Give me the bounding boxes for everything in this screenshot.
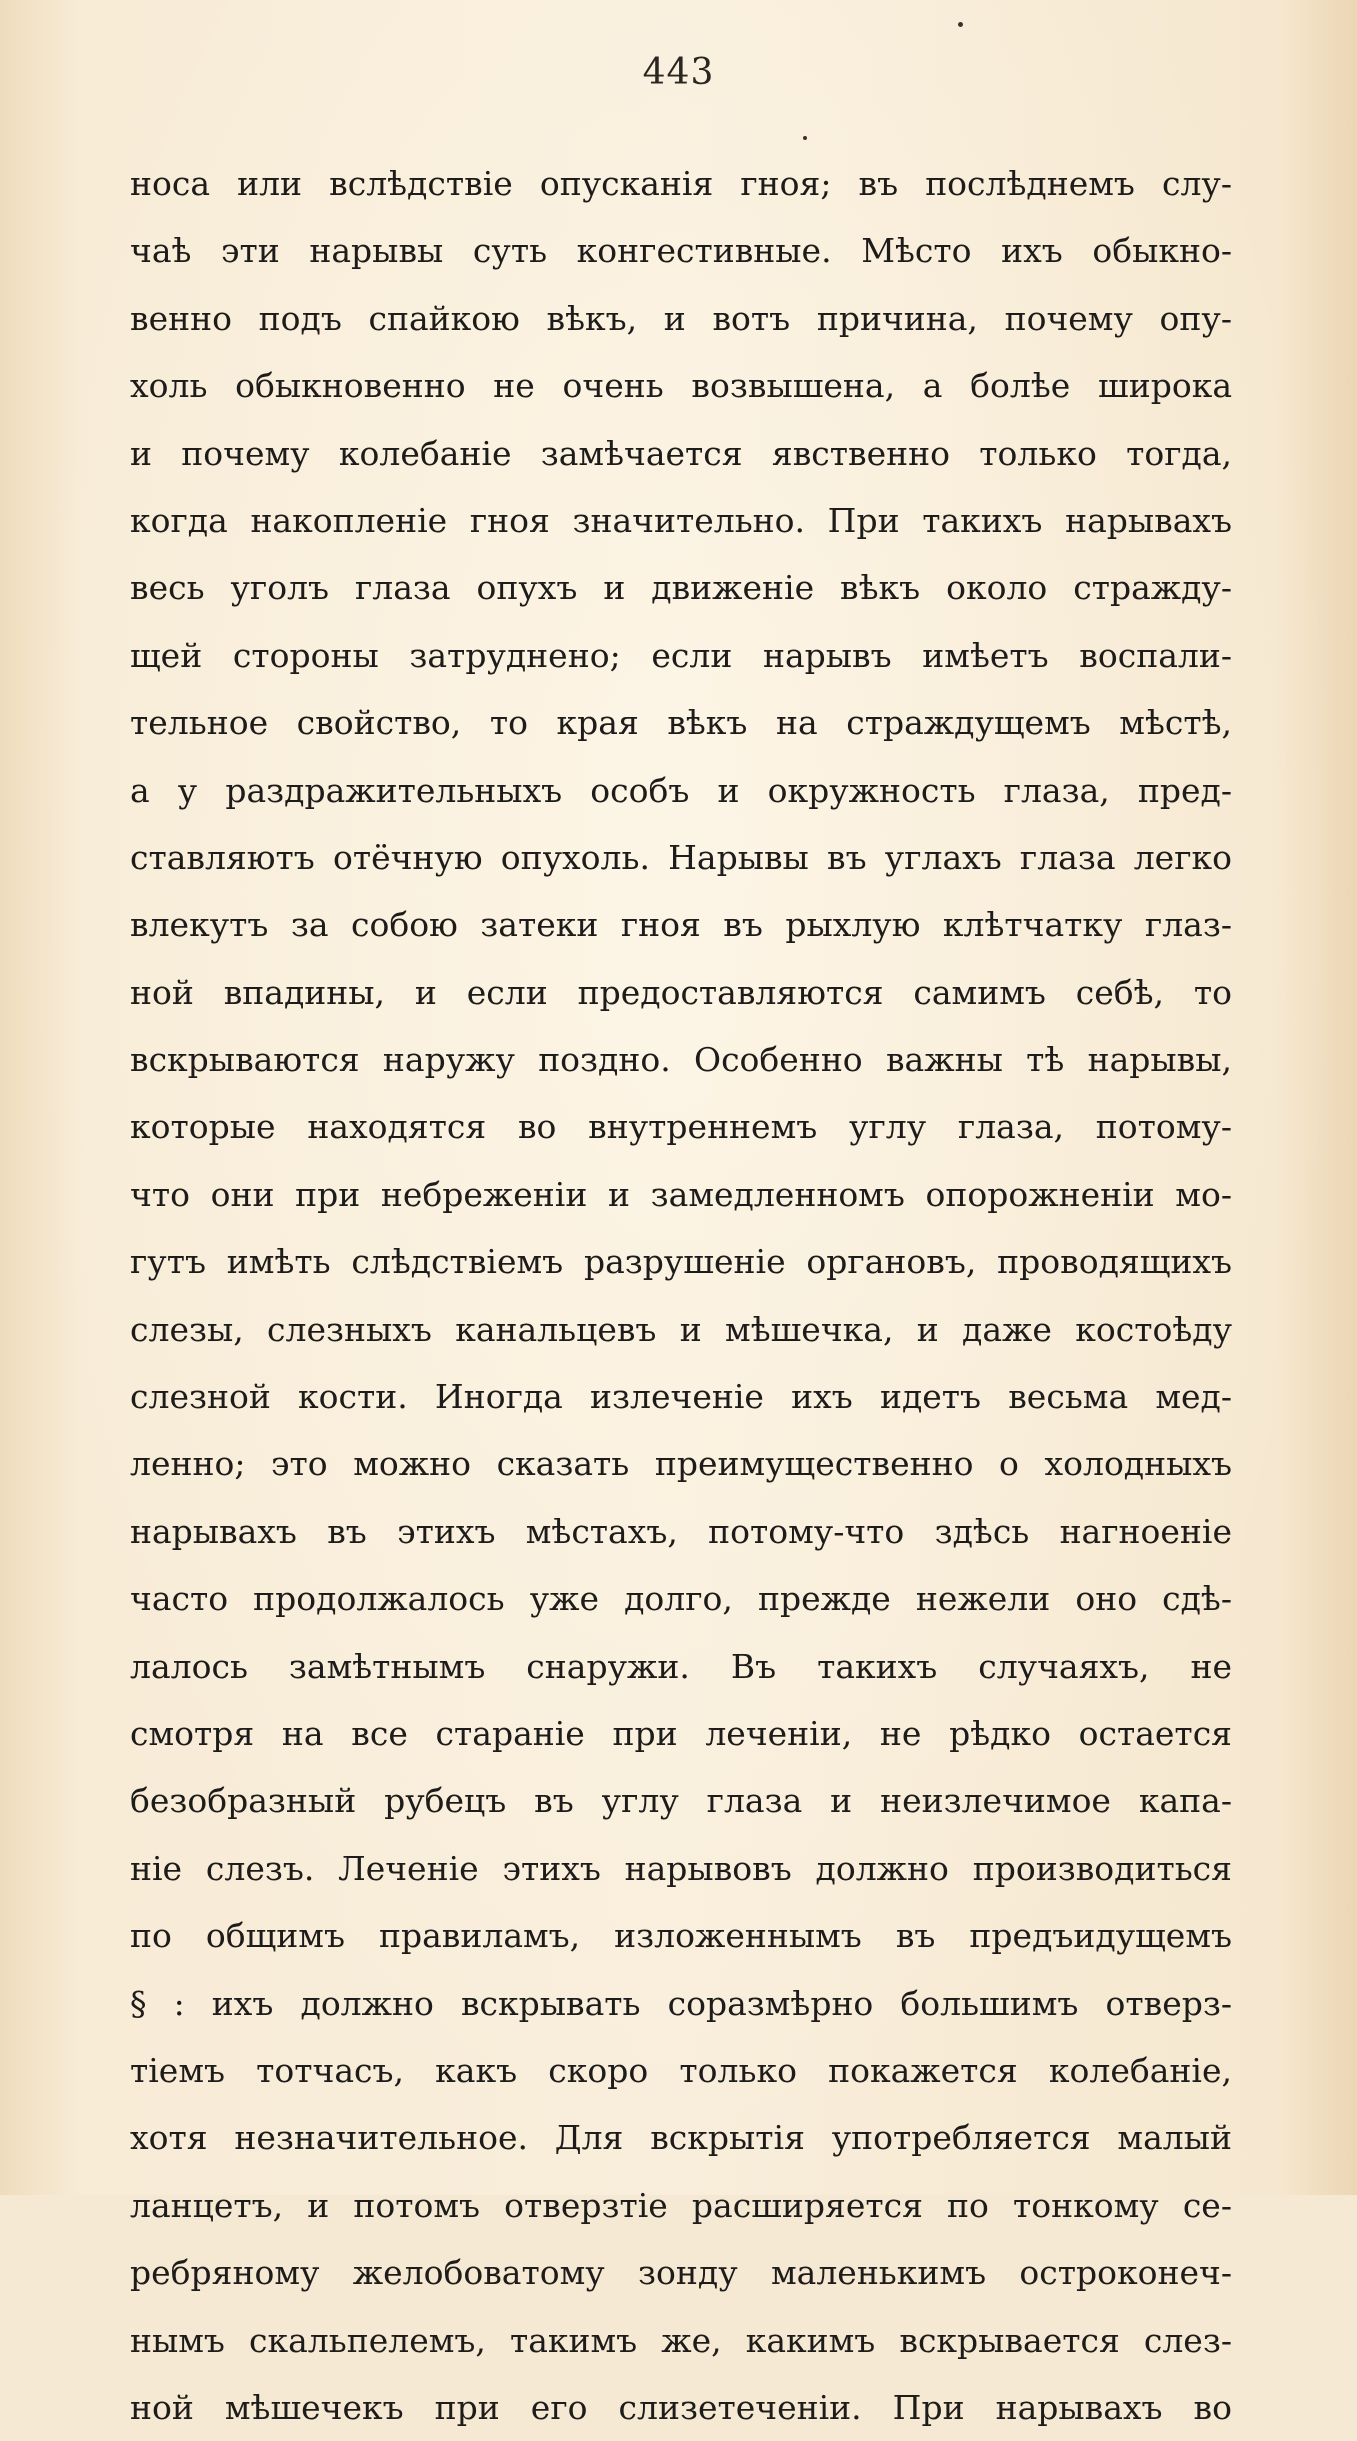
text-line: слезы, слезныхъ канальцевъ и мѣшечка, и даже костоѣду	[130, 1309, 1232, 1349]
text-line: ной впадины, и если предоставляются самимъ себѣ, то	[130, 972, 1232, 1012]
text-line: ребряному желобоватому зонду маленькимъ остроконеч-	[130, 2253, 1232, 2293]
text-line: слезной кости. Иногда излеченіе ихъ идетъ весьма мед-	[130, 1377, 1232, 1417]
text-line: ніе слезъ. Леченіе этихъ нарывовъ должно производиться	[130, 1848, 1232, 1888]
text-line: ланцетъ, и потомъ отверзтіе расширяется по тонкому се-	[130, 2185, 1232, 2225]
text-line: хотя незначительное. Для вскрытія употребляется малый	[130, 2118, 1232, 2158]
text-line: смотря на все стараніе при леченіи, не рѣдко остается	[130, 1713, 1232, 1753]
text-line: холь обыкновенно не очень возвышена, а болѣе широка	[130, 366, 1232, 406]
body-text	[130, 150, 1232, 2441]
text-line: носа или вслѣдствіе опусканія гноя; въ послѣднемъ слу-	[130, 164, 1232, 203]
text-line: а у раздражительныхъ особъ и окружность глаза, пред-	[130, 770, 1232, 810]
text-line: венно подъ спайкою вѣкъ, и вотъ причина, почему опу-	[130, 298, 1232, 338]
text-line: часто продолжалось уже долго, прежде нежели оно сдѣ-	[130, 1579, 1232, 1619]
text-line: которые находятся во внутреннемъ углу глаза, потому-	[130, 1107, 1232, 1147]
text-line: гутъ имѣть слѣдствіемъ разрушеніе органовъ, проводящихъ	[130, 1242, 1232, 1282]
text-line: щей стороны затруднено; если нарывъ имѣетъ воспали-	[130, 635, 1232, 675]
text-line: что они при небреженіи и замедленномъ опорожненіи мо-	[130, 1174, 1232, 1214]
text-line: весь уголъ глаза опухъ и движеніе вѣкъ около стражду-	[130, 568, 1232, 608]
ink-speck	[958, 22, 963, 27]
text-line: лалось замѣтнымъ снаружи. Въ такихъ случаяхъ, не	[130, 1646, 1232, 1686]
text-line: § : ихъ должно вскрывать соразмѣрно большимъ отверз-	[130, 1983, 1232, 2023]
text-line: влекутъ за собою затеки гноя въ рыхлую клѣтчатку глаз-	[130, 905, 1232, 945]
text-line: ленно; это можно сказать преимущественно о холодныхъ	[130, 1444, 1232, 1484]
text-line: по общимъ правиламъ, изложеннымъ въ предъидущемъ	[130, 1916, 1232, 1956]
text-line: безобразный рубецъ въ углу глаза и неизлечимое капа-	[130, 1781, 1232, 1821]
text-line: ной мѣшечекъ при его слизетеченіи. При нарывахъ во	[130, 2387, 1232, 2427]
text-line: чаѣ эти нарывы суть конгестивные. Мѣсто ихъ обыкно-	[130, 231, 1232, 271]
text-line: вскрываются наружу поздно. Особенно важны тѣ нарывы,	[130, 1040, 1232, 1080]
page-number: 443	[642, 52, 715, 93]
text-line: когда накопленіе гноя значительно. При такихъ нарывахъ	[130, 500, 1232, 540]
text-line: нарывахъ въ этихъ мѣстахъ, потому-что здѣсь нагноеніе	[130, 1511, 1232, 1551]
text-line: нымъ скальпелемъ, такимъ же, какимъ вскрывается слез-	[130, 2320, 1232, 2360]
text-line: тіемъ тотчасъ, какъ скоро только покажется колебаніе,	[130, 2050, 1232, 2090]
text-line: тельное свойство, то края вѣкъ на страждущемъ мѣстѣ,	[130, 703, 1232, 743]
text-line: ставляютъ отёчную опухоль. Нарывы въ углахъ глаза легко	[130, 837, 1232, 877]
ink-speck	[803, 136, 807, 140]
text-line: и почему колебаніе замѣчается явственно только тогда,	[130, 433, 1232, 473]
